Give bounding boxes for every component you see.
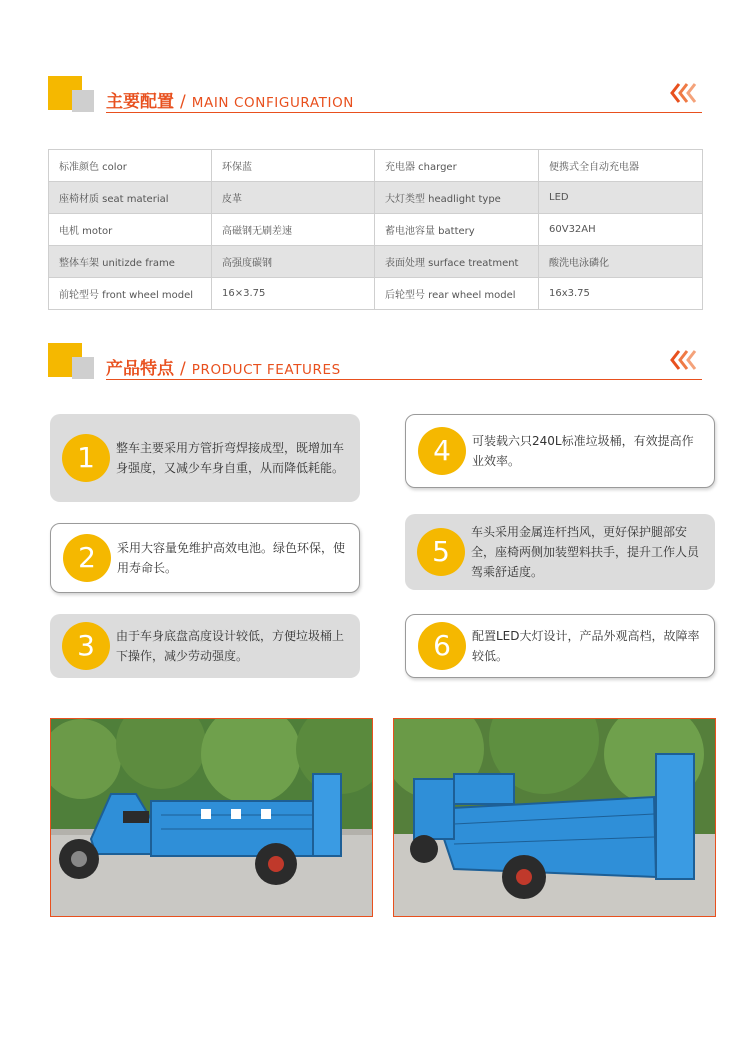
section-title-en: PRODUCT FEATURES xyxy=(191,362,341,378)
feature-number-badge: 5 xyxy=(417,528,465,576)
feature-number-badge: 3 xyxy=(62,622,110,670)
config-label-cell: 座椅材质 seat material xyxy=(49,182,212,214)
section-header-main-configuration xyxy=(48,76,702,118)
chevrons-icon xyxy=(670,82,702,104)
config-value-cell: 16×3.75 xyxy=(212,278,375,310)
feature-number-badge: 4 xyxy=(418,427,466,475)
feature-number-badge: 2 xyxy=(63,534,111,582)
config-row xyxy=(49,182,703,214)
feature-card-5 xyxy=(405,514,715,590)
feature-text: 整车主要采用方管折弯焊接成型，既增加车身强度，又减少车身自重，从而降低耗能。 xyxy=(116,441,345,475)
config-value-cell: 皮革 xyxy=(212,182,375,214)
config-row xyxy=(49,150,703,182)
config-label-cell: 后轮型号 rear wheel model xyxy=(375,278,539,310)
config-row xyxy=(49,214,703,246)
feature-text: 由于车身底盘高度设计较低，方便垃圾桶上下操作，减少劳动强度。 xyxy=(116,629,345,663)
config-value-cell: 16x3.75 xyxy=(539,278,703,310)
product-photo-side-view xyxy=(50,718,373,917)
gray-square-decoration xyxy=(72,90,94,112)
feature-card-6 xyxy=(405,614,715,678)
config-value-cell: LED xyxy=(539,182,703,214)
product-photo-rear-view xyxy=(393,718,716,917)
config-value-cell: 高磁钢无刷差速 xyxy=(212,214,375,246)
section-title-cn: 产品特点 xyxy=(106,359,174,379)
feature-text: 车头采用金属连杆挡风，更好保护腿部安全，座椅两侧加装塑料扶手，提升工作人员驾乘舒适度。 xyxy=(471,525,700,579)
feature-number-badge: 6 xyxy=(418,622,466,670)
section-title-separator: / xyxy=(180,92,186,112)
config-label-cell: 标准颜色 color xyxy=(49,150,212,182)
config-label-cell: 充电器 charger xyxy=(375,150,539,182)
section-title-en: MAIN CONFIGURATION xyxy=(191,95,355,111)
section-title-separator: / xyxy=(180,359,186,379)
config-value-cell: 环保蓝 xyxy=(212,150,375,182)
config-row xyxy=(49,278,703,310)
config-value-cell: 60V32AH xyxy=(539,214,703,246)
section-title xyxy=(106,354,341,379)
section-underline xyxy=(106,112,702,113)
config-label-cell: 蓄电池容量 battery xyxy=(375,214,539,246)
section-header-product-features xyxy=(48,343,702,385)
section-title-cn: 主要配置 xyxy=(106,92,174,112)
feature-card-3 xyxy=(50,614,360,678)
feature-text: 配置LED大灯设计，产品外观高档，故障率较低。 xyxy=(472,629,700,663)
feature-text: 采用大容量免维护高效电池。绿色环保，使用寿命长。 xyxy=(117,541,346,575)
configuration-table xyxy=(48,149,703,310)
feature-number-badge: 1 xyxy=(62,434,110,482)
feature-card-1 xyxy=(50,414,360,502)
feature-text: 可装载六只240L标准垃圾桶，有效提高作业效率。 xyxy=(472,434,694,468)
config-label-cell: 大灯类型 headlight type xyxy=(375,182,539,214)
config-row xyxy=(49,246,703,278)
config-label-cell: 电机 motor xyxy=(49,214,212,246)
config-value-cell: 酸洗电泳磷化 xyxy=(539,246,703,278)
section-title xyxy=(106,87,354,112)
section-underline xyxy=(106,379,702,380)
config-value-cell: 高强度碳钢 xyxy=(212,246,375,278)
chevrons-icon xyxy=(670,349,702,371)
feature-card-2 xyxy=(50,523,360,593)
gray-square-decoration xyxy=(72,357,94,379)
config-label-cell: 前轮型号 front wheel model xyxy=(49,278,212,310)
feature-card-4 xyxy=(405,414,715,488)
config-value-cell: 便携式全自动充电器 xyxy=(539,150,703,182)
config-label-cell: 表面处理 surface treatment xyxy=(375,246,539,278)
config-label-cell: 整体车架 unitizde frame xyxy=(49,246,212,278)
